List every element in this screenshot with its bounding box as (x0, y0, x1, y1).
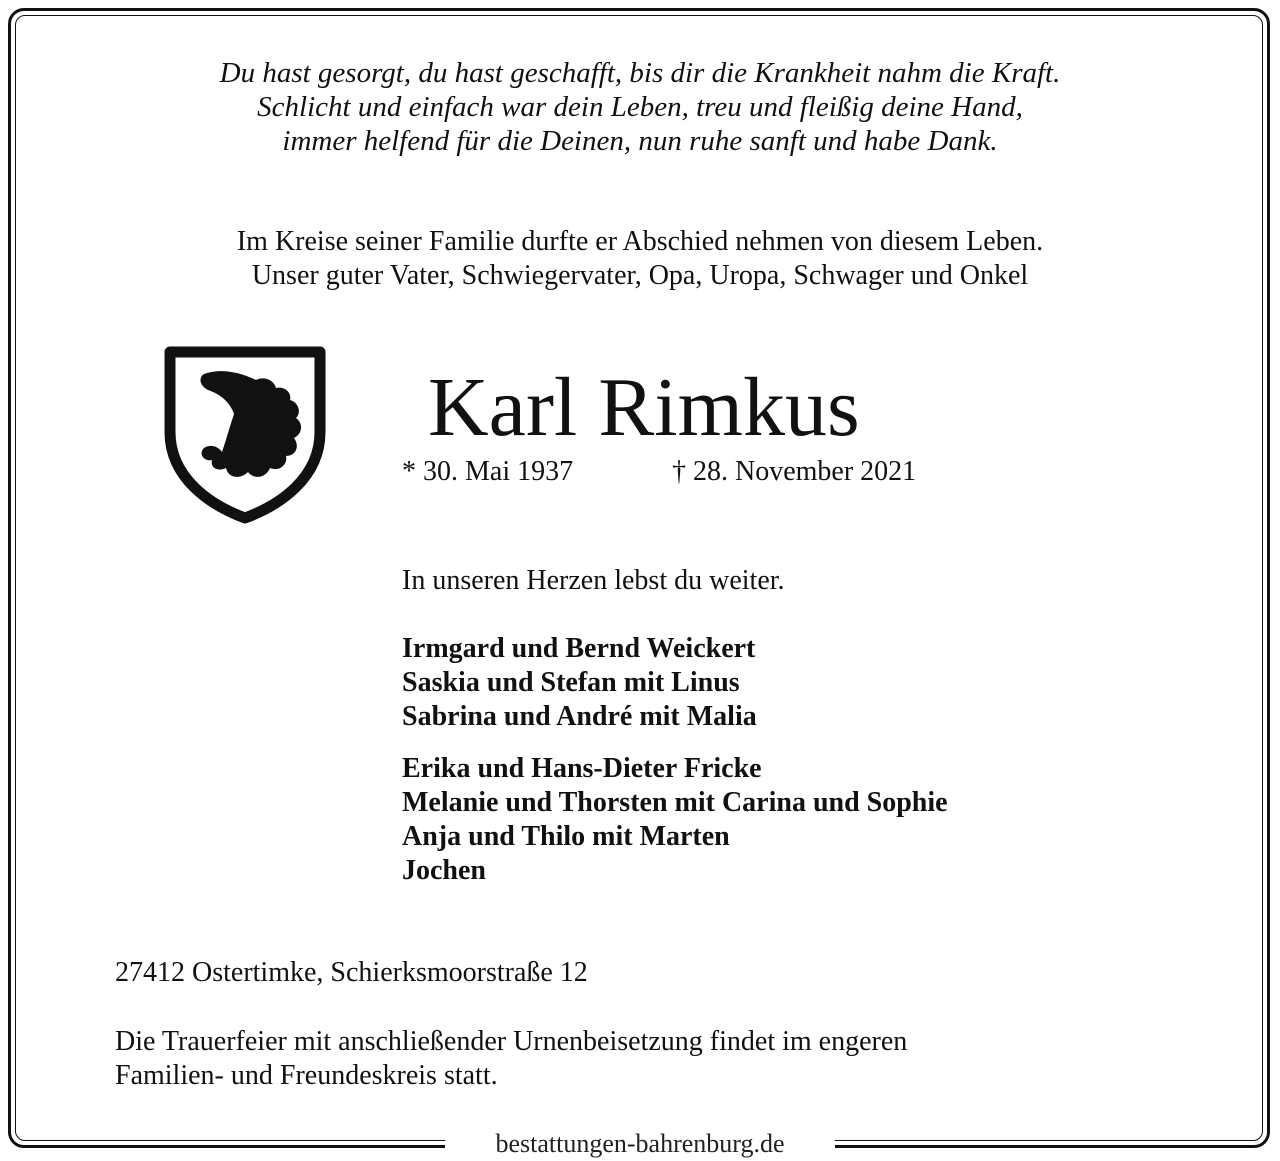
notice-line: Familien- und Freundeskreis statt. (115, 1060, 498, 1091)
coat-of-arms-shield-icon (160, 340, 330, 525)
birth-date: * 30. Mai 1937 (402, 456, 574, 487)
deceased-name: Karl Rimkus (428, 361, 860, 454)
death-date: † 28. November 2021 (672, 456, 917, 487)
funeral-notice (115, 1025, 907, 1093)
intro-line: Im Kreise seiner Familie durfte er Abschied nehmen von diesem Leben. (236, 226, 1044, 257)
memorial-motto: In unseren Herzen lebst du weiter. (402, 565, 785, 596)
intro-line: Unser guter Vater, Schwiegervater, Opa, Uropa, Schwager und Onkel (251, 260, 1029, 291)
mourner-line: Sabrina und André mit Malia (402, 701, 757, 732)
poem-verse (0, 56, 1280, 158)
footer-url: bestattungen-bahrenburg.de (495, 1129, 785, 1158)
mourners-group-2 (402, 752, 948, 888)
mourner-line: Erika und Hans-Dieter Fricke (402, 753, 762, 784)
family-address: 27412 Ostertimke, Schierksmoorstraße 12 (115, 957, 588, 988)
mourner-line: Anja und Thilo mit Marten (402, 821, 730, 852)
mourner-line: Melanie und Thorsten mit Carina und Sophie (402, 787, 948, 818)
intro-text (0, 225, 1280, 293)
mourner-line: Jochen (402, 855, 486, 886)
mourner-line: Saskia und Stefan mit Linus (402, 667, 740, 698)
mourner-line: Irmgard und Bernd Weickert (402, 633, 756, 664)
notice-line: Die Trauerfeier mit anschließender Urnenbeisetzung findet im engeren (115, 1026, 908, 1057)
mourners-group-1 (402, 632, 757, 734)
verse-line: Du hast gesorgt, du hast geschafft, bis dir die Krankheit nahm die Kraft. (219, 57, 1061, 89)
verse-line: Schlicht und einfach war dein Leben, treu und fleißig deine Hand, (257, 91, 1023, 123)
verse-line: immer helfend für die Deinen, nun ruhe sanft und habe Dank. (282, 125, 998, 157)
